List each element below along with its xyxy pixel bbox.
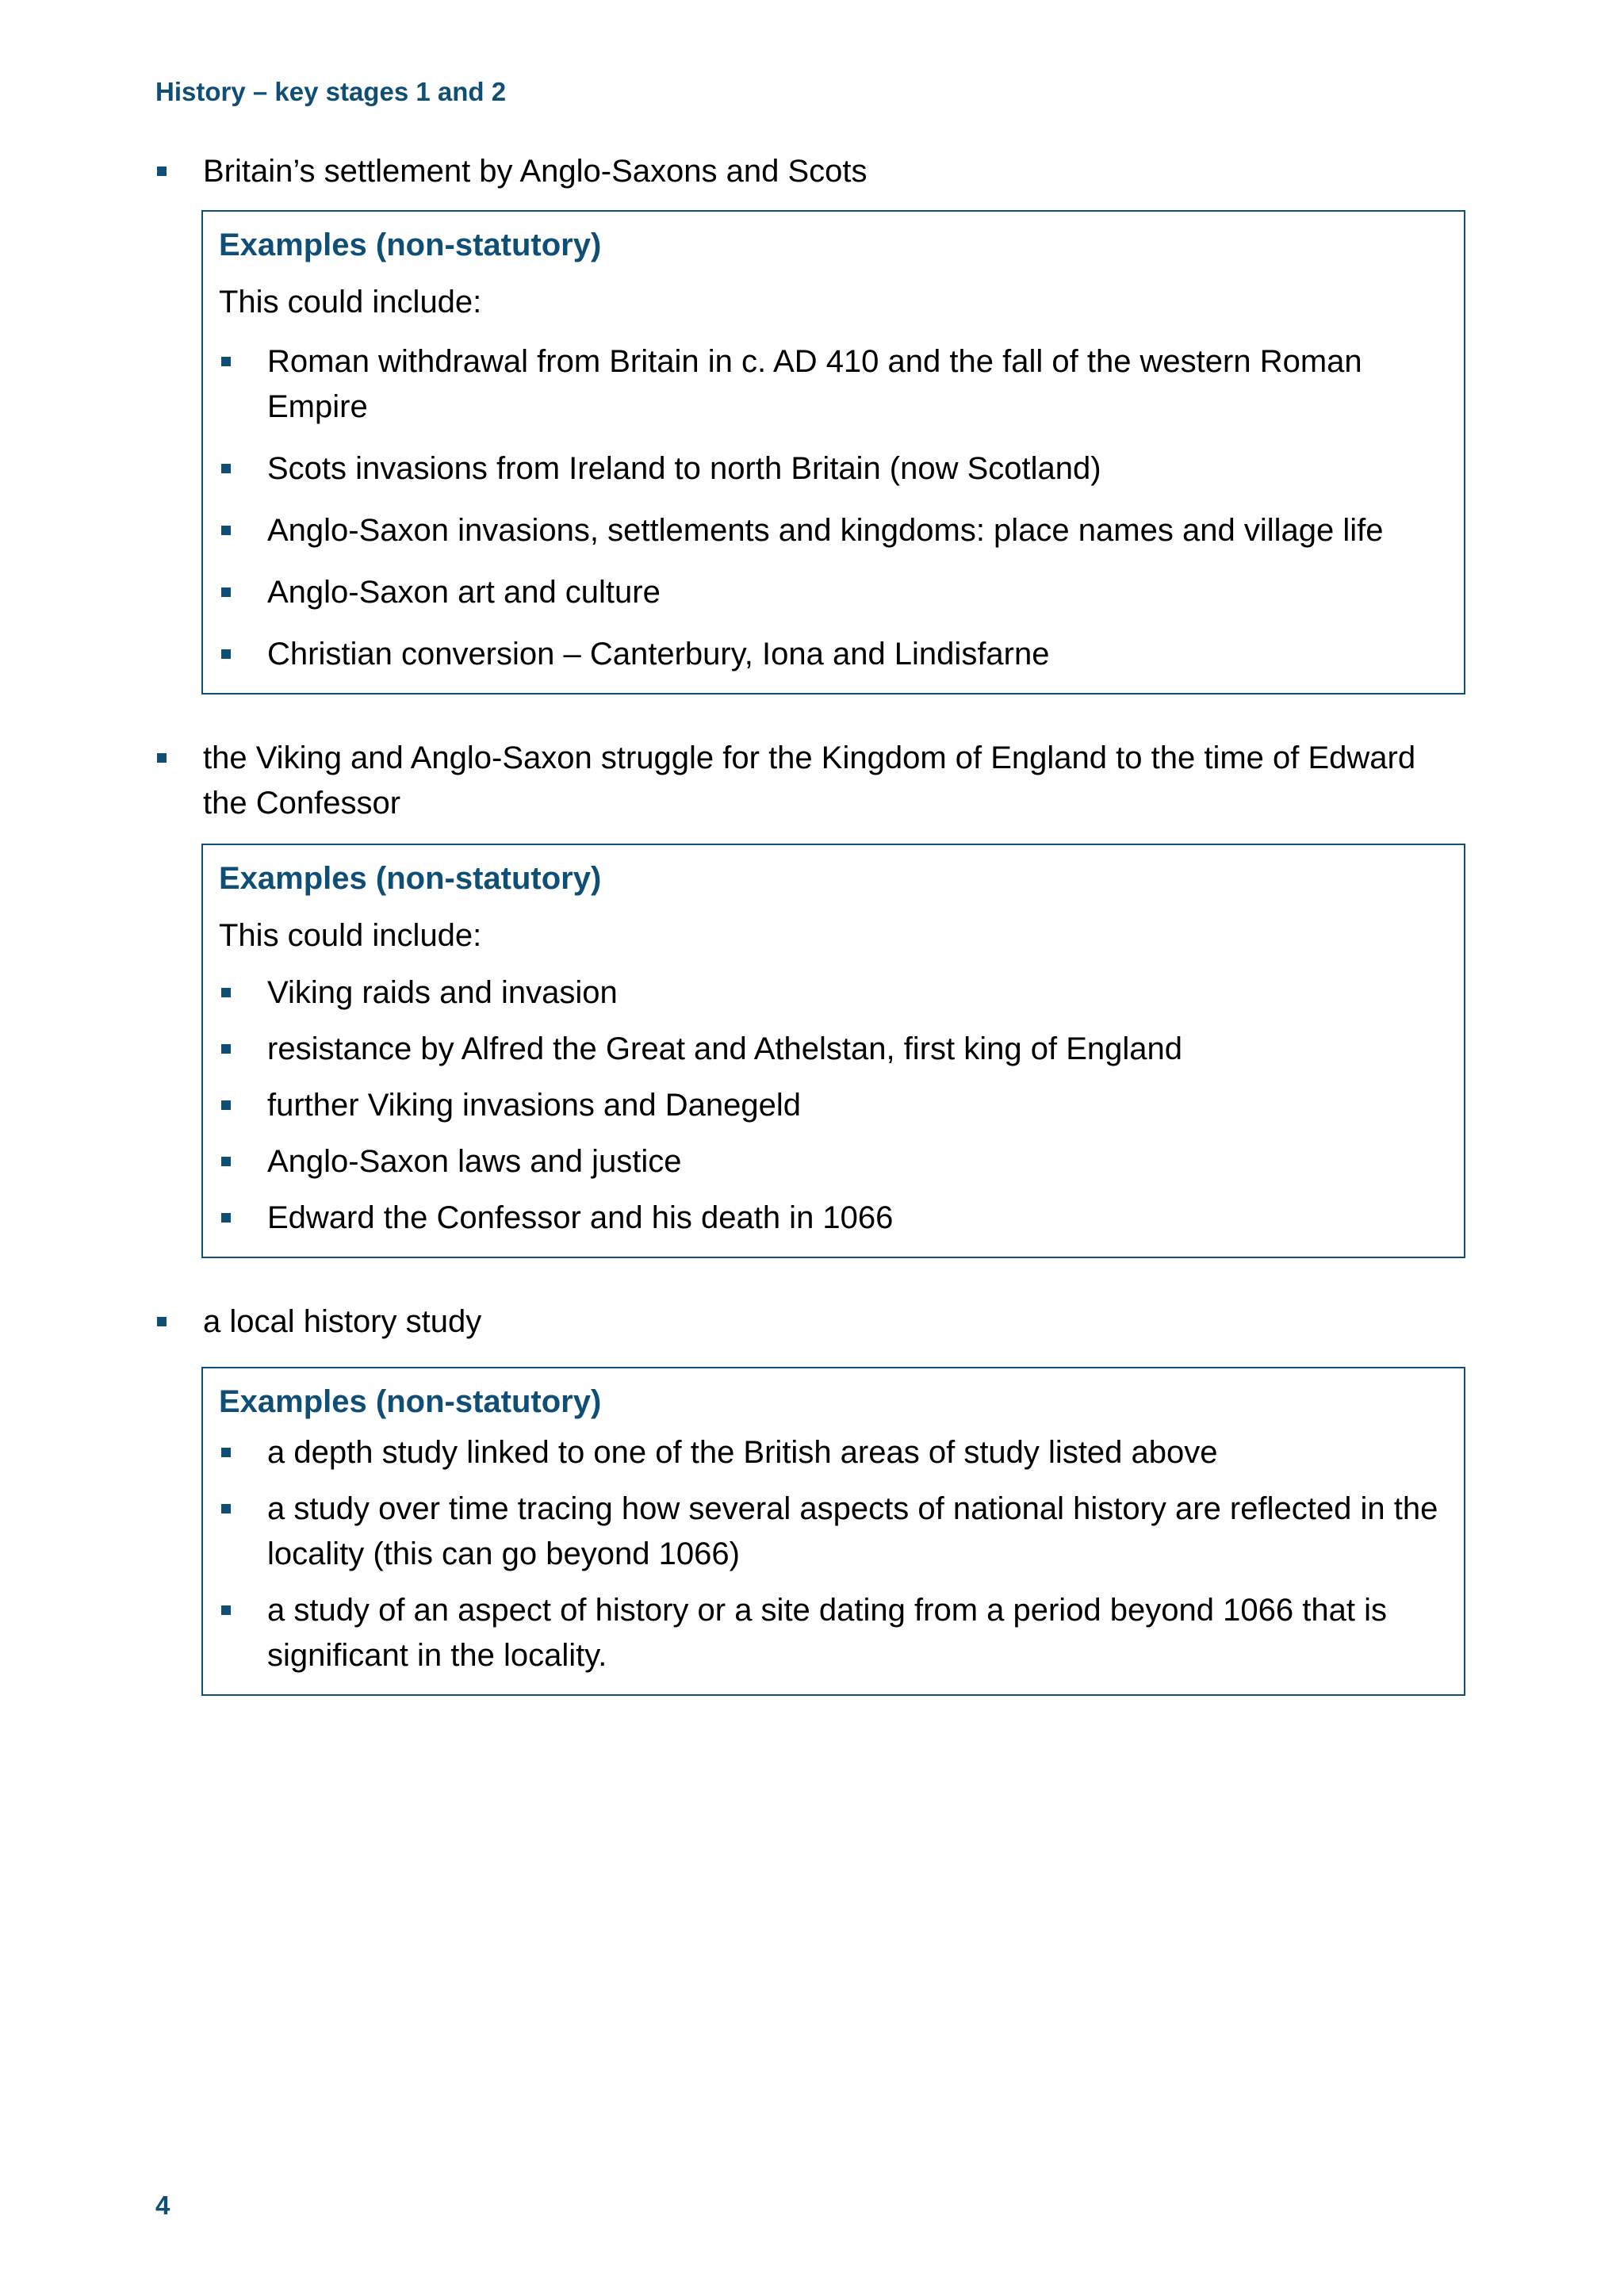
list-item-text: further Viking invasions and Danegeld: [267, 1088, 802, 1123]
square-bullet-icon: [221, 1605, 231, 1615]
list-item: [219, 970, 1448, 1016]
examples-box-title: Examples (non-statutory): [219, 1384, 602, 1419]
examples-box-title: Examples (non-statutory): [219, 861, 602, 896]
list-item-text: Viking raids and invasion: [267, 975, 618, 1010]
list-item-text: Edward the Confessor and his death in 1066: [267, 1200, 894, 1235]
square-bullet-icon: [221, 1504, 231, 1513]
document-content: [155, 149, 1465, 1696]
list-item-text: a study over time tracing how several aspects of national history are reflected in the locality (this can go beyond 1066): [267, 1491, 1438, 1571]
square-bullet-icon: [221, 1213, 231, 1223]
list-item-text: Anglo-Saxon invasions, settlements and kingdoms: place names and village life: [267, 513, 1384, 548]
list-item: [219, 339, 1448, 430]
list-item-text: resistance by Alfred the Great and Athelstan, first king of England: [267, 1031, 1183, 1066]
square-bullet-icon: [221, 1044, 231, 1054]
list-item: [219, 632, 1448, 677]
topic-item: [155, 1299, 1465, 1345]
square-bullet-icon: [221, 1157, 231, 1166]
examples-list: [219, 339, 1448, 677]
list-item: [219, 1430, 1448, 1475]
examples-list: [219, 1430, 1448, 1678]
list-item: [219, 1487, 1448, 1577]
list-item-text: a depth study linked to one of the British areas of study listed above: [267, 1435, 1218, 1470]
topic-item: [155, 149, 1465, 194]
square-bullet-icon: [221, 464, 231, 473]
square-bullet-icon: [221, 526, 231, 535]
section-anglo-saxon-settlement: [155, 149, 1465, 695]
list-item-text: Christian conversion – Canterbury, Iona and Lindisfarne: [267, 637, 1050, 672]
list-item: [219, 1083, 1448, 1128]
square-bullet-icon: [221, 988, 231, 997]
examples-box-title: Examples (non-statutory): [219, 228, 602, 262]
list-item-text: a study of an aspect of history or a site dating from a period beyond 1066 that is significant in the locality.: [267, 1593, 1387, 1673]
list-item-text: Roman withdrawal from Britain in c. AD 410 and the fall of the western Roman Empire: [267, 344, 1362, 424]
examples-box: [201, 210, 1465, 695]
list-item: [219, 446, 1448, 492]
list-item-text: Anglo-Saxon laws and justice: [267, 1144, 682, 1179]
list-item: [219, 1588, 1448, 1678]
list-item: [219, 570, 1448, 615]
page-header: History – key stages 1 and 2: [155, 77, 507, 106]
examples-list: [219, 970, 1448, 1241]
list-item: [219, 1139, 1448, 1184]
square-bullet-icon: [221, 587, 231, 597]
list-item: [219, 1027, 1448, 1072]
section-viking-struggle: [155, 736, 1465, 1258]
square-bullet-icon: [221, 1100, 231, 1110]
page-number: 4: [155, 2191, 170, 2220]
square-bullet-icon: [221, 357, 231, 366]
examples-box-intro: This could include:: [219, 918, 482, 953]
topic-text: a local history study: [203, 1304, 482, 1339]
list-item: [219, 508, 1448, 553]
section-local-history: [155, 1299, 1465, 1696]
list-item: [219, 1196, 1448, 1241]
topic-text: the Viking and Anglo-Saxon struggle for the Kingdom of England to the time of Edward the Confessor: [203, 740, 1416, 821]
square-bullet-icon: [221, 1448, 231, 1457]
topic-text: Britain’s settlement by Anglo-Saxons and Scots: [203, 154, 868, 189]
examples-box-intro: This could include:: [219, 285, 482, 320]
list-item-text: Anglo-Saxon art and culture: [267, 575, 661, 610]
topic-item: [155, 736, 1465, 826]
examples-box: [201, 1367, 1465, 1696]
square-bullet-icon: [221, 649, 231, 659]
square-bullet-icon: [157, 166, 167, 176]
examples-box: [201, 844, 1465, 1258]
square-bullet-icon: [157, 1317, 167, 1326]
square-bullet-icon: [157, 753, 167, 763]
list-item-text: Scots invasions from Ireland to north Britain (now Scotland): [267, 451, 1101, 486]
